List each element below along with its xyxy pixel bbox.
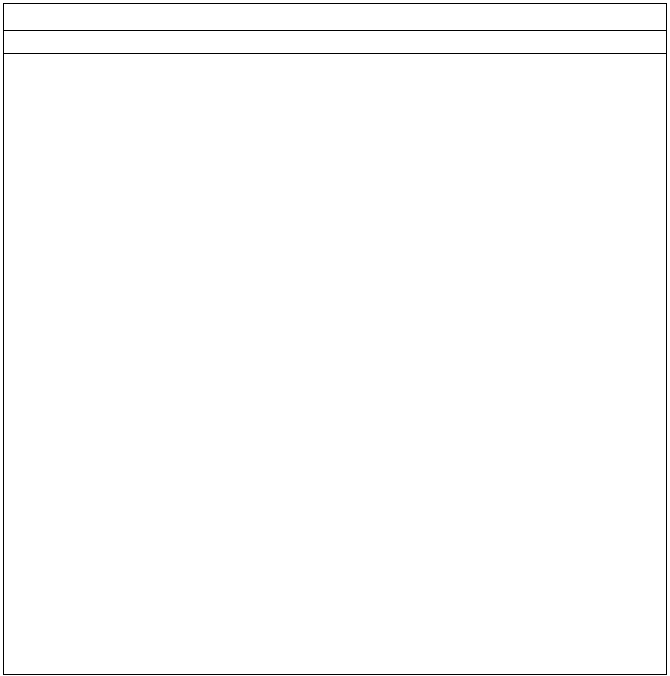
attendance-sheet [3, 3, 667, 675]
sheet-subtitle [4, 31, 666, 54]
sheet-title [4, 4, 666, 31]
